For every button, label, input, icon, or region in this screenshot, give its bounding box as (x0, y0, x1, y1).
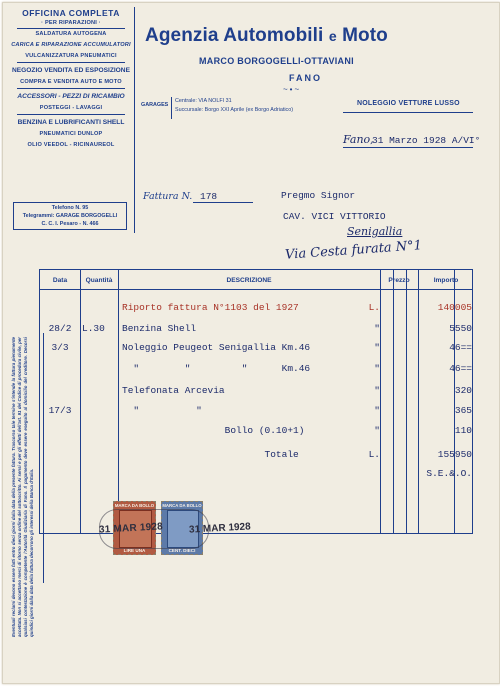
service-separator (17, 62, 125, 63)
service-line: BENZINA E LUBRIFICANTI SHELL (17, 118, 125, 126)
col-divider-qty (118, 270, 119, 533)
recipient-name: CAV. VICI VITTORIO (283, 211, 386, 222)
service-line: COMPRA E VENDITA AUTO E MOTO (20, 79, 122, 86)
recipient-street: Via Cesta furata N°1 (284, 238, 423, 263)
luxury-rental: NOLEGGIO VETTURE LUSSO (357, 100, 460, 107)
row-unit: " (374, 323, 380, 334)
chamber-registration: C. C. I. Pesaro - N. 466 (41, 220, 99, 227)
owner-name: MARCO BORGOGELLI-OTTAVIANI (199, 56, 354, 66)
row-amount: 5550 (449, 323, 472, 334)
terms-side-note: Eventuali reclami devono essere fatti entro dieci giorni dalla data della presente fattura. Trascorso tale termine s'intende la fattura pienamente accettata. Non si accettano merci di ritorno senza ordine del sottoscritto. Ai sensi e per gli effetti dell'art. 91 del Codice di procedura civile, per qualsiasi contestazione è competente l'Autorità Giudiziaria di Fano. Il pagamento deve essere eseguito al domicilio del creditore. Decorsi quindici giorni dalla data della fattura decorrono gli interessi della Banca d'Italia. (11, 337, 34, 637)
row-quantity (82, 385, 118, 397)
service-line: OLIO VEEDOL - RICINAUREOL (27, 141, 115, 148)
company-name (145, 25, 388, 47)
company-name-conj: e (328, 28, 337, 44)
row-amount: S.E.&.O. (426, 468, 472, 479)
col-divider-desc (380, 270, 381, 533)
row-description: " " " Km.46 (122, 363, 311, 374)
company-city: FANO (289, 73, 323, 83)
service-line: POSTEGGI - LAVAGGI (39, 105, 103, 111)
header-divider (134, 7, 135, 233)
telegram-address: Telegrammi: GARAGE BORGOGELLI (22, 212, 118, 219)
stamp-top-text: MARCA DA BOLLO (114, 503, 155, 508)
row-amount: 320 (454, 385, 472, 396)
header-ornament: ~•~ (283, 85, 302, 94)
col-divider-price-a (393, 270, 394, 533)
row-quantity (82, 363, 118, 375)
header-quantity: Quantità (85, 277, 113, 284)
row-unit: " (374, 385, 380, 396)
garage-central: Centrale: VIA NOLFI 31 (175, 98, 232, 104)
garages-label: GARAGES (141, 102, 169, 108)
row-date (42, 449, 78, 461)
invoice-number-label: Fattura N. (143, 191, 193, 202)
row-amount: 155950 (437, 449, 472, 460)
row-unit: " (374, 425, 380, 436)
rental-underline (343, 112, 473, 113)
row-date (42, 385, 78, 397)
table-header (40, 270, 472, 290)
date-place: Fano, (343, 133, 374, 146)
row-description: Noleggio Peugeot Senigallia Km.46 (122, 342, 311, 353)
row-description: Benzina Shell (122, 323, 197, 334)
col-divider-date (80, 270, 81, 533)
row-unit: L. (368, 449, 380, 460)
row-quantity: L.30 (82, 323, 105, 334)
row-date: 28/2 (48, 323, 72, 334)
row-date (42, 363, 78, 375)
company-name-part-2: Moto (336, 25, 388, 46)
header-amount: Importo (433, 277, 459, 284)
row-date (42, 468, 78, 480)
services-column (11, 9, 131, 149)
services-subtitle: · PER RIPARAZIONI · (41, 19, 101, 26)
row-description: Bollo (0.10+1) (122, 425, 305, 436)
invoice-number: 178 (200, 191, 218, 202)
row-amount: 46== (449, 363, 472, 374)
row-unit: " (374, 405, 380, 416)
recipient-city: Senigallia (347, 225, 403, 238)
company-name-part-1: Agenzia Automobili (145, 25, 329, 46)
service-line: NEGOZIO VENDITA ED ESPOSIZIONE (12, 67, 130, 75)
service-line: PNEUMATICI DUNLOP (39, 130, 103, 137)
date-underline (343, 147, 473, 148)
services-rule (17, 28, 125, 29)
stamp-value: LIRE UNA (123, 548, 146, 553)
service-line: CARICA E RIPARAZIONE ACCUMULATORI (11, 42, 131, 49)
row-unit (340, 468, 380, 480)
invoice-number-underline (193, 202, 253, 203)
garage-branch: Succursale: Borgo XXI Aprile (ex Borgo Adriatico) (175, 107, 294, 113)
row-date (42, 302, 78, 314)
row-quantity (82, 425, 118, 437)
header-description: DESCRIZIONE (226, 277, 272, 284)
row-description: Telefonata Arcevia (122, 385, 225, 396)
row-description: Riporto fattura N°1103 del 1927 (122, 302, 299, 313)
service-line: SALDATURA AUTOGENA (35, 31, 107, 38)
row-quantity (82, 449, 118, 461)
recipient-greeting: Pregmo Signor (281, 190, 356, 201)
stamp-value: CENT. DIECI (168, 548, 196, 553)
row-date (42, 425, 78, 437)
stamp-top-text: MARCA DA BOLLO (162, 503, 202, 508)
invoice-page (2, 2, 500, 684)
contact-box (13, 202, 127, 230)
col-divider-price-b (406, 270, 407, 533)
row-quantity (82, 405, 118, 417)
invoice-table (39, 269, 473, 534)
garages-brace (171, 97, 172, 119)
service-line: VULCANIZZATURA PNEUMATICI (25, 53, 117, 60)
row-quantity (82, 302, 118, 314)
row-quantity (82, 468, 118, 480)
row-amount: 46== (449, 342, 472, 353)
header-price: Prezzo (388, 277, 410, 284)
header-date: Data (52, 277, 68, 284)
row-amount: 110 (454, 425, 472, 436)
row-quantity (82, 342, 118, 354)
row-unit: " (374, 342, 380, 353)
service-line: ACCESSORI - PEZZI DI RICAMBIO (17, 93, 125, 101)
row-unit: " (374, 363, 380, 374)
phone-number: Telefono N. 95 (51, 205, 89, 211)
services-list (11, 32, 131, 148)
row-unit: L. (368, 302, 380, 313)
row-date: 17/3 (48, 405, 72, 416)
invoice-date: 31 Marzo 1928 A/VI° (372, 135, 481, 146)
cancellation-date-left: 31 MAR 1928 (98, 521, 164, 536)
service-separator (17, 88, 125, 89)
cancellation-date-right: 31 MAR 1928 (188, 521, 251, 536)
row-description: " " (122, 405, 202, 416)
service-separator (17, 114, 125, 115)
row-amount: 365 (454, 405, 472, 416)
row-description: Totale (122, 449, 299, 460)
row-date: 3/3 (51, 342, 69, 353)
services-title: OFFICINA COMPLETA (22, 8, 120, 18)
row-amount: 140005 (437, 302, 472, 313)
